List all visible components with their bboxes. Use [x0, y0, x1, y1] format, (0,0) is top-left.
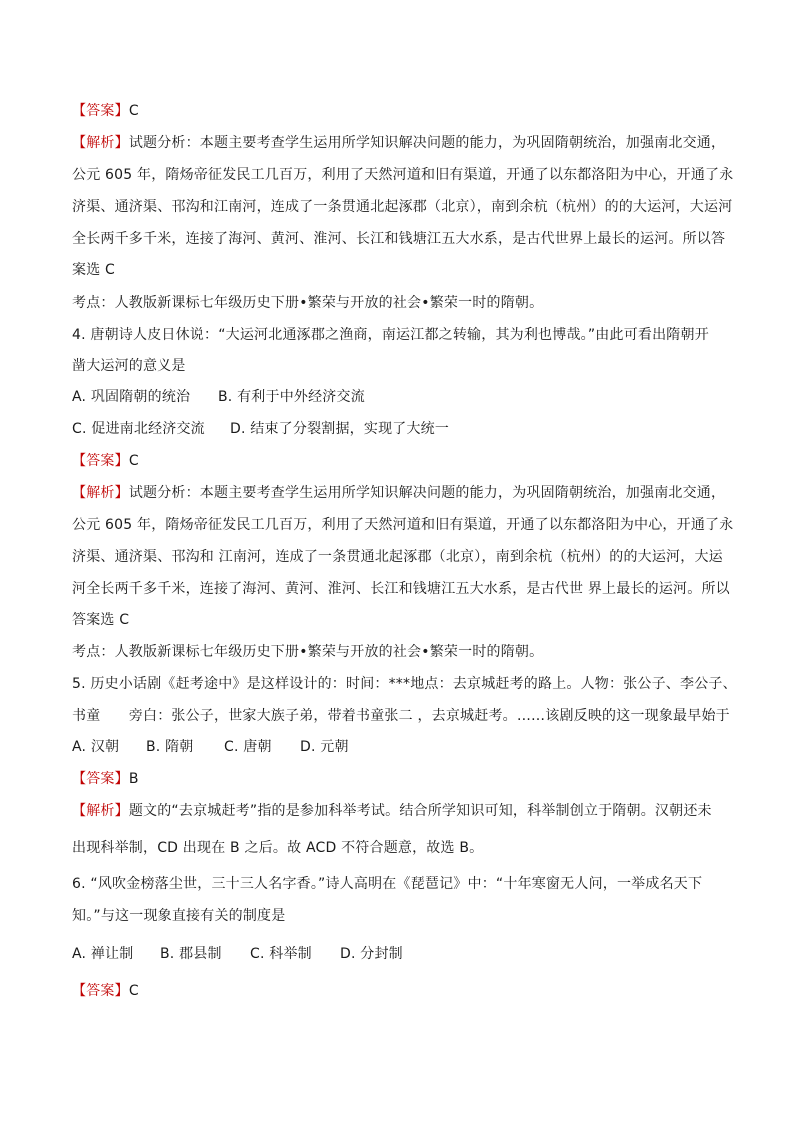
- q6-option-a: A. 禅让制: [72, 946, 134, 962]
- q5-stem: 5. 历史小话剧《赶考途中》是这样设计的：时间：***地点：去京城赶考的路上。人物：张公子、李公子、: [72, 676, 737, 692]
- q4-analysis-line: 济渠、通济渠、邗沟和 江南河，连成了一条贯通北起涿郡（北京），南到余杭（杭州）的的大运河，大运: [72, 549, 723, 565]
- q4-options-row: [72, 419, 732, 439]
- q4-analysis-line: [72, 483, 732, 503]
- q4-option-d: D. 结束了分裂割据，实现了大统一: [230, 421, 450, 437]
- q4-stem: 凿大运河的意义是: [72, 358, 186, 374]
- q4-answer: [72, 451, 732, 471]
- q5-options-row: [72, 737, 732, 757]
- q5-option-b: B. 隋朝: [146, 739, 194, 755]
- q3-analysis-line: 全长两千多千米，连接了海河、黄河、淮河、长江和钱塘江五大水系，是古代世界上最长的运河。所以答: [72, 231, 726, 247]
- q5-stem: 书童 旁白：张公子，世家大族子弟，带着书童张二 ，去京城赶考。……该剧反映的这一现象最早始于: [72, 708, 730, 724]
- q5-option-c: C. 唐朝: [224, 739, 272, 755]
- q4-analysis-text: 试题分析：本题主要考查学生运用所学知识解决问题的能力，为巩固隋朝统治，加强南北交通，: [128, 485, 726, 501]
- q3-analysis-line: 公元 605 年，隋炀帝征发民工几百万，利用了天然河道和旧有渠道，开通了以东都洛阳为中心，开通了永: [72, 167, 734, 183]
- q4-answer-tag: 【答案】: [72, 453, 129, 469]
- q4-answer-value: C: [128, 453, 139, 469]
- q3-answer: [72, 101, 732, 121]
- q3-analysis-line: 案选 C: [72, 262, 116, 278]
- q6-stem: 6. “风吹金榜落尘世，三十三人名字香。”诗人高明在《琵琶记》中：“十年寒窗无人问，一举成名天下: [72, 876, 703, 892]
- q5-analysis-line: 出现科举制，CD 出现在 B 之后。故 ACD 不符合题意，故选 B。: [72, 840, 484, 856]
- q5-answer-tag: 【答案】: [72, 771, 129, 787]
- q4-kaodian: 考点：人教版新课标七年级历史下册•繁荣与开放的社会•繁荣一时的隋朝。: [72, 644, 544, 660]
- q5-option-d: D. 元朝: [300, 739, 349, 755]
- q4-stem: 4. 唐朝诗人皮日休说：“大运河北通涿郡之渔商，南运江都之转输，其为利也博哉。”由此可看出隋朝开: [72, 327, 709, 343]
- q5-analysis-text: 题文的“去京城赶考”指的是参加科举考试。结合所学知识可知，科举制创立于隋朝。汉朝还未: [128, 803, 712, 819]
- q4-options-row: [72, 387, 732, 407]
- q3-kaodian: 考点：人教版新课标七年级历史下册•繁荣与开放的社会•繁荣一时的隋朝。: [72, 295, 544, 311]
- q6-answer: [72, 981, 732, 1001]
- q4-analysis-line: 公元 605 年，隋炀帝征发民工几百万，利用了天然河道和旧有渠道，开通了以东都洛阳为中心，开通了永: [72, 517, 734, 533]
- q3-analysis-line: 济渠、通济渠、邗沟和江南河，连成了一条贯通北起涿郡（北京），南到余杭（杭州）的的大运河，大运河: [72, 199, 733, 215]
- q5-analysis-line: [72, 801, 732, 821]
- q5-answer: [72, 769, 732, 789]
- q4-option-c: C. 促进南北经济交流: [72, 421, 205, 437]
- q4-option-a: A. 巩固隋朝的统治: [72, 389, 191, 405]
- q5-analysis-tag: 【解析】: [72, 803, 129, 819]
- q4-analysis-tag: 【解析】: [72, 485, 129, 501]
- q6-answer-value: C: [128, 983, 139, 999]
- q3-analysis-text: 试题分析：本题主要考查学生运用所学知识解决问题的能力，为巩固隋朝统治，加强南北交通，: [128, 135, 726, 151]
- q6-option-c: C. 科举制: [250, 946, 312, 962]
- q6-option-b: B. 郡县制: [160, 946, 222, 962]
- q3-answer-tag: 【答案】: [72, 103, 129, 119]
- q6-option-d: D. 分封制: [340, 946, 403, 962]
- q6-options-row: [72, 944, 732, 964]
- q5-answer-value: B: [128, 771, 139, 787]
- q4-option-b: B. 有利于中外经济交流: [218, 389, 365, 405]
- q6-answer-tag: 【答案】: [72, 983, 129, 999]
- q5-option-a: A. 汉朝: [72, 739, 120, 755]
- q3-analysis-line: [72, 133, 732, 153]
- q4-analysis-line: 河全长两千多千米，连接了海河、黄河、淮河、长江和钱塘江五大水系，是古代世 界上最长的运河。所以: [72, 581, 730, 597]
- q3-analysis-tag: 【解析】: [72, 135, 129, 151]
- q4-analysis-line: 答案选 C: [72, 612, 130, 628]
- q6-stem: 知。”与这一现象直接有关的制度是: [72, 908, 286, 924]
- q3-answer-value: C: [128, 103, 139, 119]
